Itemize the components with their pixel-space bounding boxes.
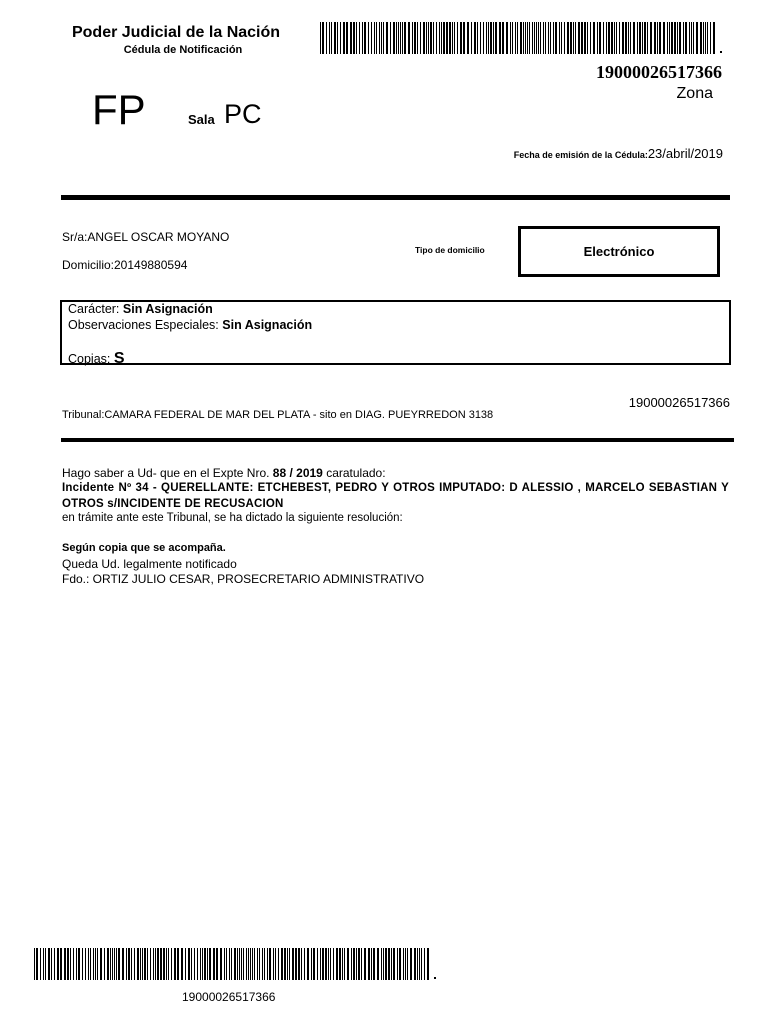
firma-line: Fdo.: ORTIZ JULIO CESAR, PROSECRETARIO ADMINISTRATIVO [62, 572, 425, 586]
document-type: Cédula de Notificación [123, 44, 243, 56]
copias-value: S [113, 350, 125, 367]
queda-notificado-line: Queda Ud. legalmente notificado [62, 557, 237, 571]
segun-copia-line: Según copia que se acompaña. [62, 542, 226, 554]
bottom-barcode [34, 948, 438, 980]
tramite-line: en trámite ante este Tribunal, se ha dictado la siguiente resolución: [62, 512, 403, 524]
fecha-emision [400, 145, 723, 163]
observaciones-row [68, 318, 312, 332]
fecha-emision-label: Fecha de emisión de la Cédula: [513, 150, 648, 160]
sala-value: PC [224, 99, 262, 129]
hago-saber-prefix: Hago saber a Ud- que en el Expte Nro. [62, 466, 270, 480]
caratula-text: Incidente Nº 34 - QUERELLANTE: ETCHEBEST, PEDRO Y OTROS IMPUTADO: D ALESSIO , MARCELO SEBASTIAN Y OTROS s/INCIDENTE DE RECUSACION [62, 482, 729, 510]
header-divider [61, 195, 730, 200]
tipo-domicilio-value: Electrónico [583, 244, 655, 259]
observaciones-label: Observaciones Especiales: [68, 318, 219, 332]
expte-number: 88 / 2019 [272, 466, 323, 480]
zona-label: Zona [676, 85, 713, 102]
copias-label: Copias: [68, 352, 111, 366]
sala-label: Sala [188, 112, 215, 127]
recipient-name: Sr/a:ANGEL OSCAR MOYANO [62, 230, 230, 244]
caracter-label: Carácter: [68, 302, 120, 316]
hago-saber-suffix: caratulado: [326, 466, 386, 480]
tipo-domicilio-label: Tipo de domicilio [415, 245, 485, 255]
hago-saber-line [62, 466, 386, 480]
tribunal-cedula-number: 19000026517366 [628, 395, 730, 410]
caracter-value: Sin Asignación [122, 302, 213, 316]
tribunal-line: Tribunal:CAMARA FEDERAL DE MAR DEL PLATA - sito en DIAG. PUEYRREDON 3138 [62, 409, 494, 421]
recipient-domicilio: Domicilio:20149880594 [62, 258, 188, 272]
tribunal-divider [61, 438, 734, 442]
caracter-row [68, 302, 213, 316]
cedula-number: 19000026517366 [596, 62, 722, 82]
office-code: FP [92, 86, 146, 133]
organization-name: Poder Judicial de la Nación [71, 24, 281, 41]
observaciones-value: Sin Asignación [222, 318, 313, 332]
copias-row [68, 350, 125, 368]
tipo-domicilio-box [518, 226, 720, 277]
fecha-emision-value: 23/abril/2019 [647, 146, 723, 161]
details-box [60, 300, 731, 365]
top-barcode [320, 22, 724, 54]
footer-barcode-number: 19000026517366 [182, 990, 276, 1004]
